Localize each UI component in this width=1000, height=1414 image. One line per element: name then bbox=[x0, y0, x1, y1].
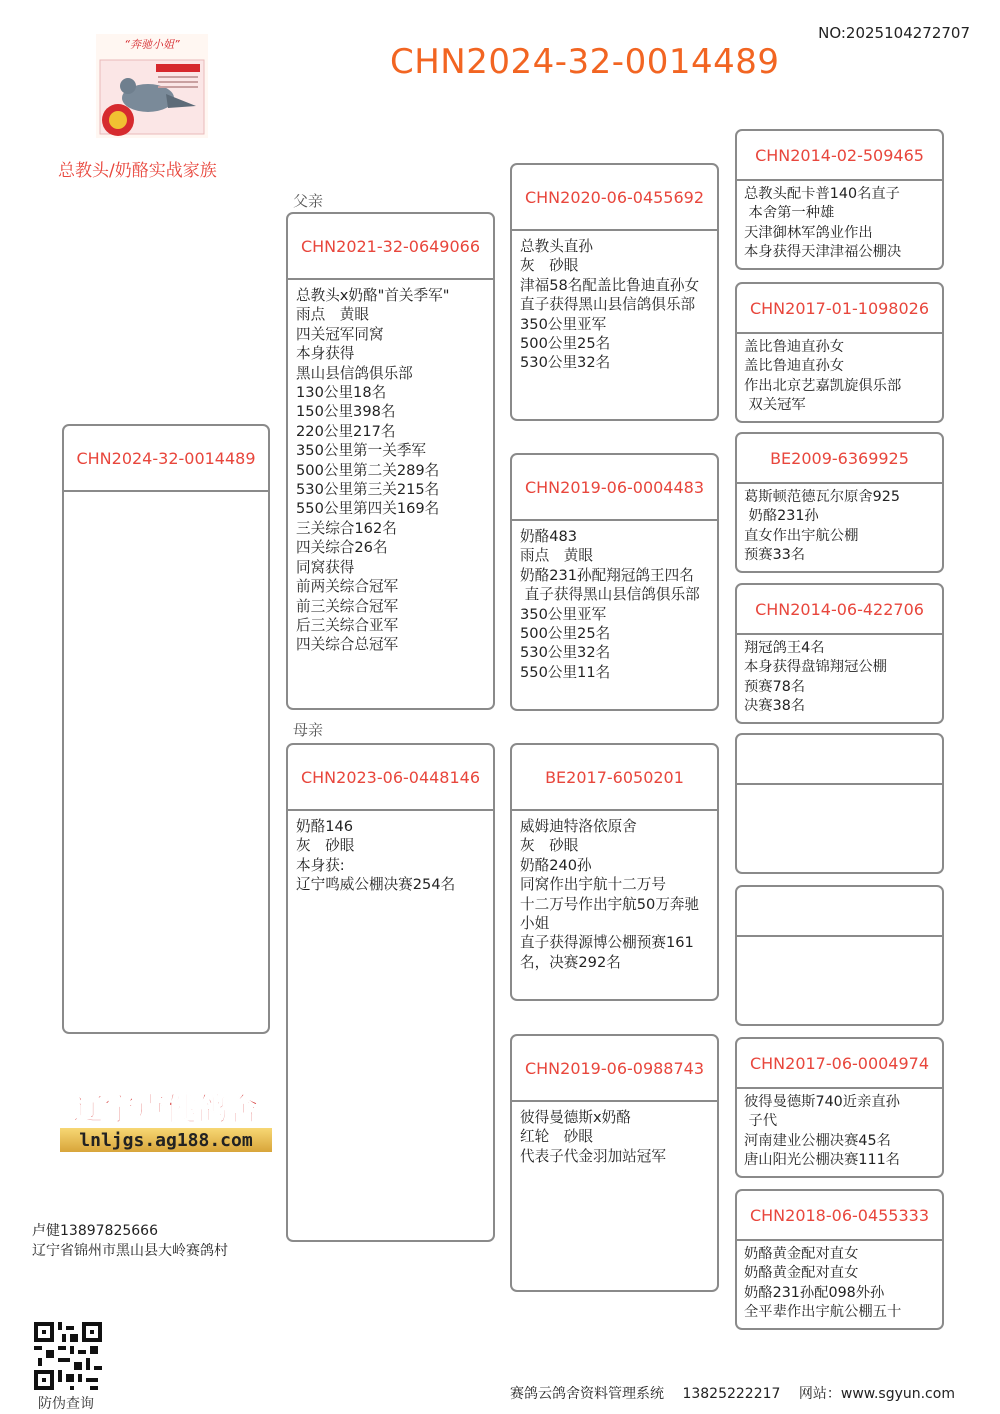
main-ring-title: CHN2024-32-0014489 bbox=[390, 42, 780, 82]
pedigree-info: 奶酪黄金配对直女 奶酪黄金配对直女 奶酪231孙配098外孙 全平辈作出宇航公棚五十 bbox=[744, 1246, 902, 1321]
pedigree-ring bbox=[737, 887, 942, 937]
father-label: 父亲 bbox=[293, 192, 324, 210]
grandsire-paternal-card bbox=[510, 163, 719, 421]
subject-info bbox=[64, 492, 268, 502]
great-grandparent-card bbox=[735, 885, 944, 1026]
pedigree-ring: CHN2019-06-0988743 bbox=[512, 1036, 717, 1102]
great-grandparent-card bbox=[735, 733, 944, 874]
pedigree-info bbox=[737, 785, 942, 793]
subject-ring: CHN2024-32-0014489 bbox=[64, 426, 268, 492]
pedigree-ring: CHN2014-02-509465 bbox=[737, 131, 942, 181]
pedigree-ring: CHN2018-06-0455333 bbox=[737, 1191, 942, 1241]
document-number: NO:2025104272707 bbox=[818, 24, 970, 42]
subject-card bbox=[62, 424, 270, 1034]
pedigree-ring: CHN2014-06-422706 bbox=[737, 585, 942, 635]
granddam-maternal-card bbox=[510, 1034, 719, 1292]
dam-info: 奶酪146 灰 砂眼 本身获: 辽宁鸣威公棚决赛254名 bbox=[296, 818, 456, 894]
pedigree-info: 翔冠鸽王4名 本身获得盘锦翔冠公棚 预赛78名 决赛38名 bbox=[744, 640, 887, 715]
dam-ring: CHN2023-06-0448146 bbox=[288, 745, 493, 811]
pedigree-info: 葛斯顿范德瓦尔原舍925 奶酪231孙 直女作出宇航公棚 预赛33名 bbox=[744, 489, 900, 564]
granddam-paternal-card bbox=[510, 453, 719, 711]
grandsire-maternal-card bbox=[510, 743, 719, 1001]
pedigree-ring: BE2009-6369925 bbox=[737, 434, 942, 484]
pedigree-ring: CHN2017-01-1098026 bbox=[737, 284, 942, 334]
qr-label: 防伪查询 bbox=[38, 1396, 94, 1412]
pedigree-info: 彼得曼德斯x奶酪 红轮 砂眼 代表子代金羽加站冠军 bbox=[520, 1109, 666, 1165]
logo-title: “奔驰小姐” bbox=[124, 38, 180, 51]
qr-code-icon[interactable] bbox=[34, 1322, 102, 1390]
pedigree-ring: CHN2019-06-0004483 bbox=[512, 455, 717, 521]
great-grandparent-card bbox=[735, 583, 944, 724]
pedigree-info: 彼得曼德斯740近亲直孙 子代 河南建业公棚决赛45名 唐山阳光公棚决赛111名 bbox=[744, 1094, 900, 1169]
pedigree-ring: CHN2017-06-0004974 bbox=[737, 1039, 942, 1089]
great-grandparent-card bbox=[735, 1189, 944, 1330]
great-grandparent-card bbox=[735, 282, 944, 423]
sire-card bbox=[286, 212, 495, 710]
contact-phone: 卢健13897825666 bbox=[32, 1223, 158, 1239]
pedigree-info: 盖比鲁迪直孙女 盖比鲁迪直孙女 作出北京艺嘉凯旋俱乐部 双关冠军 bbox=[744, 339, 902, 414]
footer-text: 赛鸽云鸽舍资料管理系统 13825222217 网站：www.sgyun.com bbox=[510, 1386, 955, 1402]
loft-photo-logo bbox=[96, 34, 208, 138]
pedigree-ring bbox=[737, 735, 942, 785]
great-grandparent-card bbox=[735, 129, 944, 270]
pedigree-info: 总教头直孙 灰 砂眼 津福58名配盖比鲁迪直孙女 直子获得黑山县信鸽俱乐部 350公里亚军 500公里25名 530公里32名 bbox=[520, 238, 700, 372]
contact-block bbox=[32, 1221, 228, 1261]
sire-ring: CHN2021-32-0649066 bbox=[288, 214, 493, 280]
pedigree-info bbox=[737, 937, 942, 945]
loft-logo bbox=[60, 1088, 272, 1156]
pedigree-ring: CHN2020-06-0455692 bbox=[512, 165, 717, 231]
pedigree-info: 总教头配卡普140名直子 本舍第一种雄 天津御林军鸽业作出 本身获得天津津福公棚决 bbox=[744, 186, 902, 261]
pedigree-info: 威姆迪特洛依原舍 灰 砂眼 奶酪240孙 同窝作出宇航十二万号 十二万号作出宇航50万奔驰小姐 直子获得源博公棚预赛161名，决赛292名 bbox=[520, 818, 700, 971]
loft-site: lnljgs.ag188.com bbox=[79, 1130, 253, 1151]
sire-info: 总教头x奶酪"首关季军" 雨点 黄眼 四关冠军同窝 本身获得 黑山县信鸽俱乐部 130公里18名 150公里398名 220公里217名 350公里第一关季军 500公里第二关289名 530公里第三关215名 550公里第四关169名 三关综合162名 四关综合26名 同窝获得 前两关综合冠军 前三关综合冠军 后三关综合亚军 四关综合总冠军 bbox=[296, 287, 450, 654]
contact-address: 辽宁省锦州市黑山县大岭赛鸽村 bbox=[32, 1243, 228, 1259]
great-grandparent-card bbox=[735, 432, 944, 573]
pedigree-ring: BE2017-6050201 bbox=[512, 745, 717, 811]
pedigree-info: 奶酪483 雨点 黄眼 奶酪231孙配翔冠鸽王四名 直子获得黑山县信鸽俱乐部 350公里亚军 500公里25名 530公里32名 550公里11名 bbox=[520, 528, 700, 681]
mother-label: 母亲 bbox=[293, 721, 324, 739]
loft-name: 辽宁卢健鸽舍 bbox=[73, 1092, 259, 1128]
family-line: 总教头/奶酪实战家族 bbox=[58, 161, 217, 181]
great-grandparent-card bbox=[735, 1037, 944, 1178]
dam-card bbox=[286, 743, 495, 1242]
